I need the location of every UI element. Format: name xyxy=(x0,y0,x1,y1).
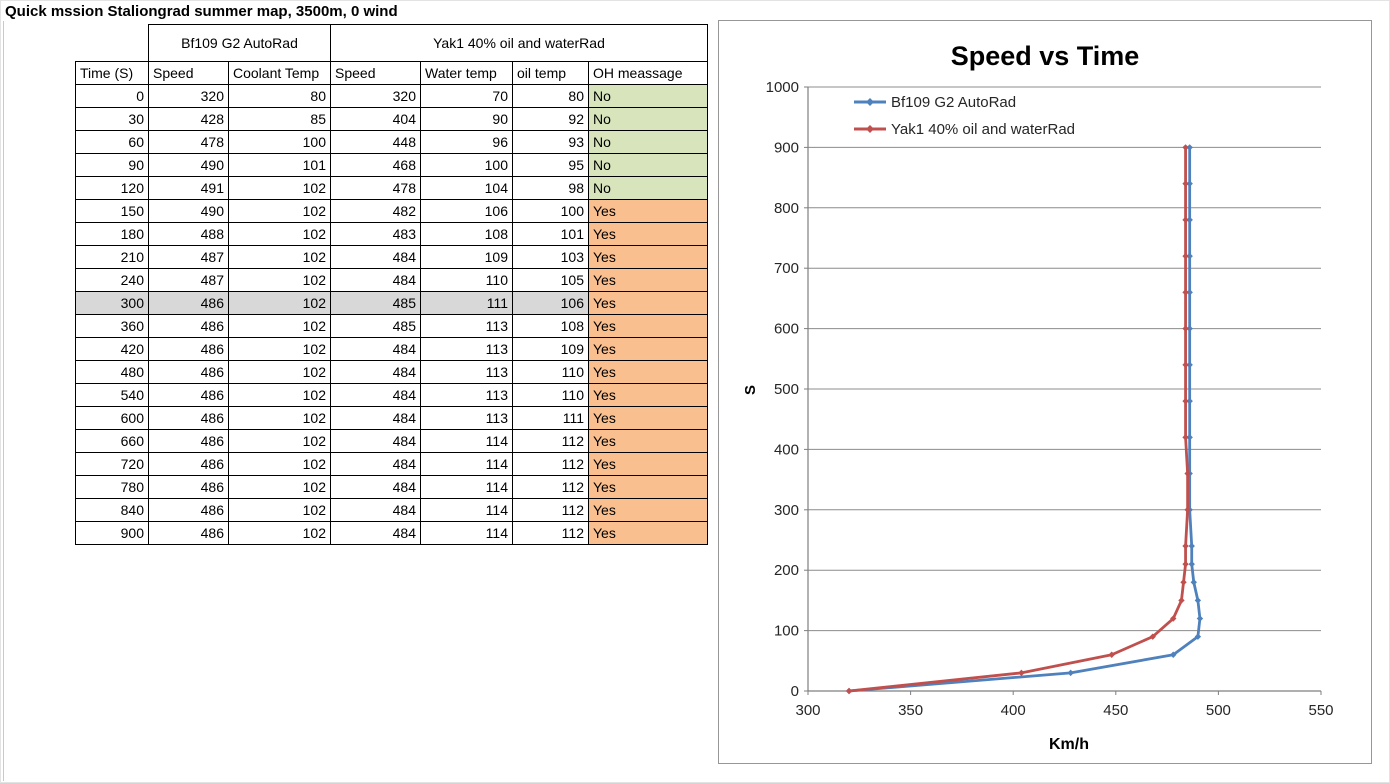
value-cell[interactable]: 150 xyxy=(76,200,149,223)
value-cell[interactable]: 108 xyxy=(513,315,589,338)
legend-marker xyxy=(866,98,874,106)
y-tick-label: 300 xyxy=(773,501,799,519)
oh-message-cell[interactable]: Yes xyxy=(589,522,708,545)
column-header[interactable]: Speed xyxy=(331,62,421,85)
series-marker xyxy=(1067,670,1073,676)
series-marker xyxy=(1189,543,1195,549)
oh-message-cell[interactable]: Yes xyxy=(589,361,708,384)
value-cell[interactable]: 114 xyxy=(421,476,513,499)
value-cell[interactable]: 105 xyxy=(513,269,589,292)
value-cell[interactable]: 484 xyxy=(331,338,421,361)
table-column-header-row xyxy=(76,62,708,85)
y-tick-label: 200 xyxy=(773,562,799,580)
oh-message-cell[interactable]: Yes xyxy=(589,453,708,476)
value-cell[interactable]: 112 xyxy=(513,522,589,545)
value-cell[interactable]: 60 xyxy=(76,131,149,154)
table-row xyxy=(76,384,708,407)
oh-message-cell[interactable]: No xyxy=(589,131,708,154)
series-marker xyxy=(1182,180,1188,186)
x-tick-label: 350 xyxy=(898,702,924,719)
value-cell[interactable]: 404 xyxy=(331,108,421,131)
value-cell[interactable]: 102 xyxy=(229,246,331,269)
series-marker xyxy=(1180,579,1186,585)
value-cell[interactable]: 102 xyxy=(229,200,331,223)
data-table xyxy=(75,24,708,545)
value-cell[interactable]: 486 xyxy=(149,499,229,522)
value-cell[interactable]: 102 xyxy=(229,407,331,430)
table-row xyxy=(76,108,708,131)
value-cell[interactable]: 484 xyxy=(331,430,421,453)
value-cell[interactable]: 485 xyxy=(331,315,421,338)
value-cell[interactable]: 110 xyxy=(513,384,589,407)
value-cell[interactable]: 428 xyxy=(149,108,229,131)
value-cell[interactable]: 112 xyxy=(513,430,589,453)
value-cell[interactable]: 482 xyxy=(331,200,421,223)
value-cell[interactable]: 484 xyxy=(331,453,421,476)
table-row xyxy=(76,430,708,453)
value-cell[interactable]: 113 xyxy=(421,407,513,430)
value-cell[interactable]: 100 xyxy=(513,200,589,223)
value-cell[interactable]: 490 xyxy=(149,200,229,223)
value-cell[interactable]: 320 xyxy=(149,85,229,108)
oh-message-cell[interactable]: Yes xyxy=(589,223,708,246)
oh-message-cell[interactable]: No xyxy=(589,177,708,200)
value-cell[interactable]: 483 xyxy=(331,223,421,246)
y-tick-label: 900 xyxy=(773,139,799,157)
value-cell[interactable]: 660 xyxy=(76,430,149,453)
table-row xyxy=(76,361,708,384)
x-tick-label: 450 xyxy=(1103,702,1129,719)
series-marker xyxy=(1182,253,1188,259)
value-cell[interactable]: 80 xyxy=(513,85,589,108)
value-cell[interactable]: 210 xyxy=(76,246,149,269)
series-marker xyxy=(1182,434,1188,440)
legend-marker xyxy=(866,125,874,133)
table-row xyxy=(76,453,708,476)
value-cell[interactable]: 478 xyxy=(149,131,229,154)
value-cell[interactable]: 110 xyxy=(421,269,513,292)
value-cell[interactable]: 114 xyxy=(421,453,513,476)
series-marker xyxy=(1182,144,1188,150)
y-tick-label: 1000 xyxy=(765,79,799,96)
value-cell[interactable]: 113 xyxy=(421,315,513,338)
value-cell[interactable]: 102 xyxy=(229,499,331,522)
value-cell[interactable]: 90 xyxy=(421,108,513,131)
series-marker xyxy=(846,688,852,694)
x-tick-label: 400 xyxy=(1000,702,1026,719)
value-cell[interactable]: 484 xyxy=(331,522,421,545)
value-cell[interactable]: 720 xyxy=(76,453,149,476)
value-cell[interactable]: 104 xyxy=(421,177,513,200)
value-cell[interactable]: 488 xyxy=(149,223,229,246)
value-cell[interactable]: 486 xyxy=(149,292,229,315)
value-cell[interactable]: 30 xyxy=(76,108,149,131)
value-cell[interactable]: 114 xyxy=(421,522,513,545)
value-cell[interactable]: 486 xyxy=(149,361,229,384)
value-cell[interactable]: 114 xyxy=(421,430,513,453)
x-axis-title[interactable]: Km/h xyxy=(1049,736,1089,753)
value-cell[interactable]: 102 xyxy=(229,315,331,338)
value-cell[interactable]: 487 xyxy=(149,269,229,292)
speed-vs-time-chart[interactable] xyxy=(718,20,1372,764)
series-marker xyxy=(1018,670,1024,676)
series-marker xyxy=(1191,579,1197,585)
value-cell[interactable]: 102 xyxy=(229,292,331,315)
series-marker xyxy=(1189,561,1195,567)
value-cell[interactable]: 484 xyxy=(331,384,421,407)
group-header-0[interactable]: Bf109 G2 AutoRad xyxy=(149,25,331,62)
value-cell[interactable]: 101 xyxy=(513,223,589,246)
value-cell[interactable]: 102 xyxy=(229,453,331,476)
value-cell[interactable]: 98 xyxy=(513,177,589,200)
value-cell[interactable]: 102 xyxy=(229,476,331,499)
value-cell[interactable]: 95 xyxy=(513,154,589,177)
value-cell[interactable]: 85 xyxy=(229,108,331,131)
series-marker xyxy=(1195,597,1201,603)
y-tick-label: 700 xyxy=(773,260,799,278)
oh-message-cell[interactable]: Yes xyxy=(589,246,708,269)
value-cell[interactable]: 120 xyxy=(76,177,149,200)
column-header[interactable]: oil temp xyxy=(513,62,589,85)
value-cell[interactable]: 486 xyxy=(149,453,229,476)
series-marker xyxy=(1182,561,1188,567)
value-cell[interactable]: 484 xyxy=(331,407,421,430)
chart-title[interactable]: Speed vs Time xyxy=(950,41,1140,71)
series-marker xyxy=(1182,217,1188,223)
value-cell[interactable]: 486 xyxy=(149,315,229,338)
value-cell[interactable]: 840 xyxy=(76,499,149,522)
x-tick-label: 300 xyxy=(795,702,821,719)
oh-message-cell[interactable]: Yes xyxy=(589,200,708,223)
oh-message-cell[interactable]: Yes xyxy=(589,338,708,361)
value-cell[interactable]: 320 xyxy=(331,85,421,108)
value-cell[interactable]: 100 xyxy=(229,131,331,154)
column-header[interactable]: Speed xyxy=(149,62,229,85)
oh-message-cell[interactable]: Yes xyxy=(589,476,708,499)
table-row xyxy=(76,315,708,338)
value-cell[interactable]: 485 xyxy=(331,292,421,315)
oh-message-cell[interactable]: Yes xyxy=(589,499,708,522)
value-cell[interactable]: 490 xyxy=(149,154,229,177)
y-tick-label: 0 xyxy=(790,683,799,700)
table-row xyxy=(76,338,708,361)
value-cell[interactable]: 102 xyxy=(229,384,331,407)
value-cell[interactable]: 111 xyxy=(513,407,589,430)
oh-message-cell[interactable]: No xyxy=(589,108,708,131)
oh-message-cell[interactable]: Yes xyxy=(589,407,708,430)
value-cell[interactable]: 113 xyxy=(421,338,513,361)
series-marker xyxy=(1182,325,1188,331)
value-cell[interactable]: 240 xyxy=(76,269,149,292)
table-group-header-row xyxy=(76,25,708,62)
value-cell[interactable]: 108 xyxy=(421,223,513,246)
value-cell[interactable]: 80 xyxy=(229,85,331,108)
value-cell[interactable]: 486 xyxy=(149,476,229,499)
value-cell[interactable]: 600 xyxy=(76,407,149,430)
legend-label-0[interactable]: Bf109 G2 AutoRad xyxy=(891,94,1017,111)
value-cell[interactable]: 70 xyxy=(421,85,513,108)
series-marker xyxy=(1182,398,1188,404)
value-cell[interactable]: 102 xyxy=(229,430,331,453)
value-cell[interactable]: 420 xyxy=(76,338,149,361)
oh-message-cell[interactable]: No xyxy=(589,85,708,108)
value-cell[interactable]: 100 xyxy=(421,154,513,177)
value-cell[interactable]: 106 xyxy=(421,200,513,223)
value-cell[interactable]: 102 xyxy=(229,361,331,384)
group-header-1[interactable]: Yak1 40% oil and waterRad xyxy=(331,25,708,62)
column-header[interactable]: OH meassage xyxy=(589,62,708,85)
value-cell[interactable]: 448 xyxy=(331,131,421,154)
value-cell[interactable]: 112 xyxy=(513,499,589,522)
y-axis-title[interactable]: S xyxy=(742,384,759,396)
value-cell[interactable]: 112 xyxy=(513,476,589,499)
value-cell[interactable]: 96 xyxy=(421,131,513,154)
value-cell[interactable]: 540 xyxy=(76,384,149,407)
series-line-0[interactable] xyxy=(849,147,1200,691)
series-line-1[interactable] xyxy=(849,147,1188,691)
table-row xyxy=(76,269,708,292)
value-cell[interactable]: 110 xyxy=(513,361,589,384)
table-body xyxy=(76,85,708,545)
sheet-edge-line xyxy=(3,21,4,781)
value-cell[interactable]: 480 xyxy=(76,361,149,384)
value-cell[interactable]: 102 xyxy=(229,522,331,545)
table-row xyxy=(76,522,708,545)
value-cell[interactable]: 484 xyxy=(331,476,421,499)
value-cell[interactable]: 486 xyxy=(149,407,229,430)
value-cell[interactable]: 93 xyxy=(513,131,589,154)
series-marker xyxy=(1182,289,1188,295)
value-cell[interactable]: 109 xyxy=(421,246,513,269)
value-cell[interactable]: 487 xyxy=(149,246,229,269)
value-cell[interactable]: 484 xyxy=(331,269,421,292)
chart-canvas xyxy=(719,21,1371,763)
value-cell[interactable]: 486 xyxy=(149,522,229,545)
y-tick-label: 600 xyxy=(773,320,799,338)
oh-message-cell[interactable]: Yes xyxy=(589,384,708,407)
value-cell[interactable]: 112 xyxy=(513,453,589,476)
table-row xyxy=(76,407,708,430)
value-cell[interactable]: 486 xyxy=(149,430,229,453)
oh-message-cell[interactable]: Yes xyxy=(589,315,708,338)
value-cell[interactable]: 90 xyxy=(76,154,149,177)
table-row xyxy=(76,177,708,200)
table-row xyxy=(76,476,708,499)
column-header[interactable]: Coolant Temp xyxy=(229,62,331,85)
table-row xyxy=(76,200,708,223)
value-cell[interactable]: 109 xyxy=(513,338,589,361)
legend-label-1[interactable]: Yak1 40% oil and waterRad xyxy=(891,121,1075,138)
column-header[interactable]: Time (S) xyxy=(76,62,149,85)
value-cell[interactable]: 491 xyxy=(149,177,229,200)
x-tick-label: 500 xyxy=(1205,702,1231,719)
oh-message-cell[interactable]: Yes xyxy=(589,430,708,453)
table-row xyxy=(76,499,708,522)
value-cell[interactable]: 102 xyxy=(229,269,331,292)
table-row xyxy=(76,246,708,269)
sheet-title[interactable]: Quick mssion Staliongrad summer map, 3500m, 0 wind xyxy=(5,3,398,20)
oh-message-cell[interactable]: No xyxy=(589,154,708,177)
value-cell[interactable]: 780 xyxy=(76,476,149,499)
value-cell[interactable]: 360 xyxy=(76,315,149,338)
table-row xyxy=(76,292,708,315)
value-cell[interactable]: 486 xyxy=(149,338,229,361)
x-tick-label: 550 xyxy=(1308,702,1334,719)
value-cell[interactable]: 484 xyxy=(331,499,421,522)
y-tick-label: 500 xyxy=(773,381,799,398)
value-cell[interactable]: 484 xyxy=(331,246,421,269)
value-cell[interactable]: 102 xyxy=(229,223,331,246)
y-tick-label: 400 xyxy=(773,441,799,459)
value-cell[interactable]: 113 xyxy=(421,361,513,384)
value-cell[interactable]: 92 xyxy=(513,108,589,131)
blank-cell[interactable] xyxy=(76,25,149,62)
y-tick-label: 100 xyxy=(773,622,799,640)
value-cell[interactable]: 900 xyxy=(76,522,149,545)
table-row xyxy=(76,85,708,108)
value-cell[interactable]: 113 xyxy=(421,384,513,407)
value-cell[interactable]: 102 xyxy=(229,177,331,200)
value-cell[interactable]: 103 xyxy=(513,246,589,269)
oh-message-cell[interactable]: Yes xyxy=(589,269,708,292)
value-cell[interactable]: 300 xyxy=(76,292,149,315)
value-cell[interactable]: 102 xyxy=(229,338,331,361)
value-cell[interactable]: 0 xyxy=(76,85,149,108)
value-cell[interactable]: 484 xyxy=(331,361,421,384)
value-cell[interactable]: 106 xyxy=(513,292,589,315)
column-header[interactable]: Water temp xyxy=(421,62,513,85)
value-cell[interactable]: 478 xyxy=(331,177,421,200)
value-cell[interactable]: 468 xyxy=(331,154,421,177)
table-row xyxy=(76,131,708,154)
oh-message-cell[interactable]: Yes xyxy=(589,292,708,315)
value-cell[interactable]: 114 xyxy=(421,499,513,522)
table-row xyxy=(76,223,708,246)
series-marker xyxy=(1182,362,1188,368)
value-cell[interactable]: 486 xyxy=(149,384,229,407)
series-marker xyxy=(1197,615,1203,621)
table-header xyxy=(76,25,708,85)
value-cell[interactable]: 111 xyxy=(421,292,513,315)
series-marker xyxy=(1182,543,1188,549)
table-row xyxy=(76,154,708,177)
value-cell[interactable]: 180 xyxy=(76,223,149,246)
value-cell[interactable]: 101 xyxy=(229,154,331,177)
y-tick-label: 800 xyxy=(773,199,799,217)
